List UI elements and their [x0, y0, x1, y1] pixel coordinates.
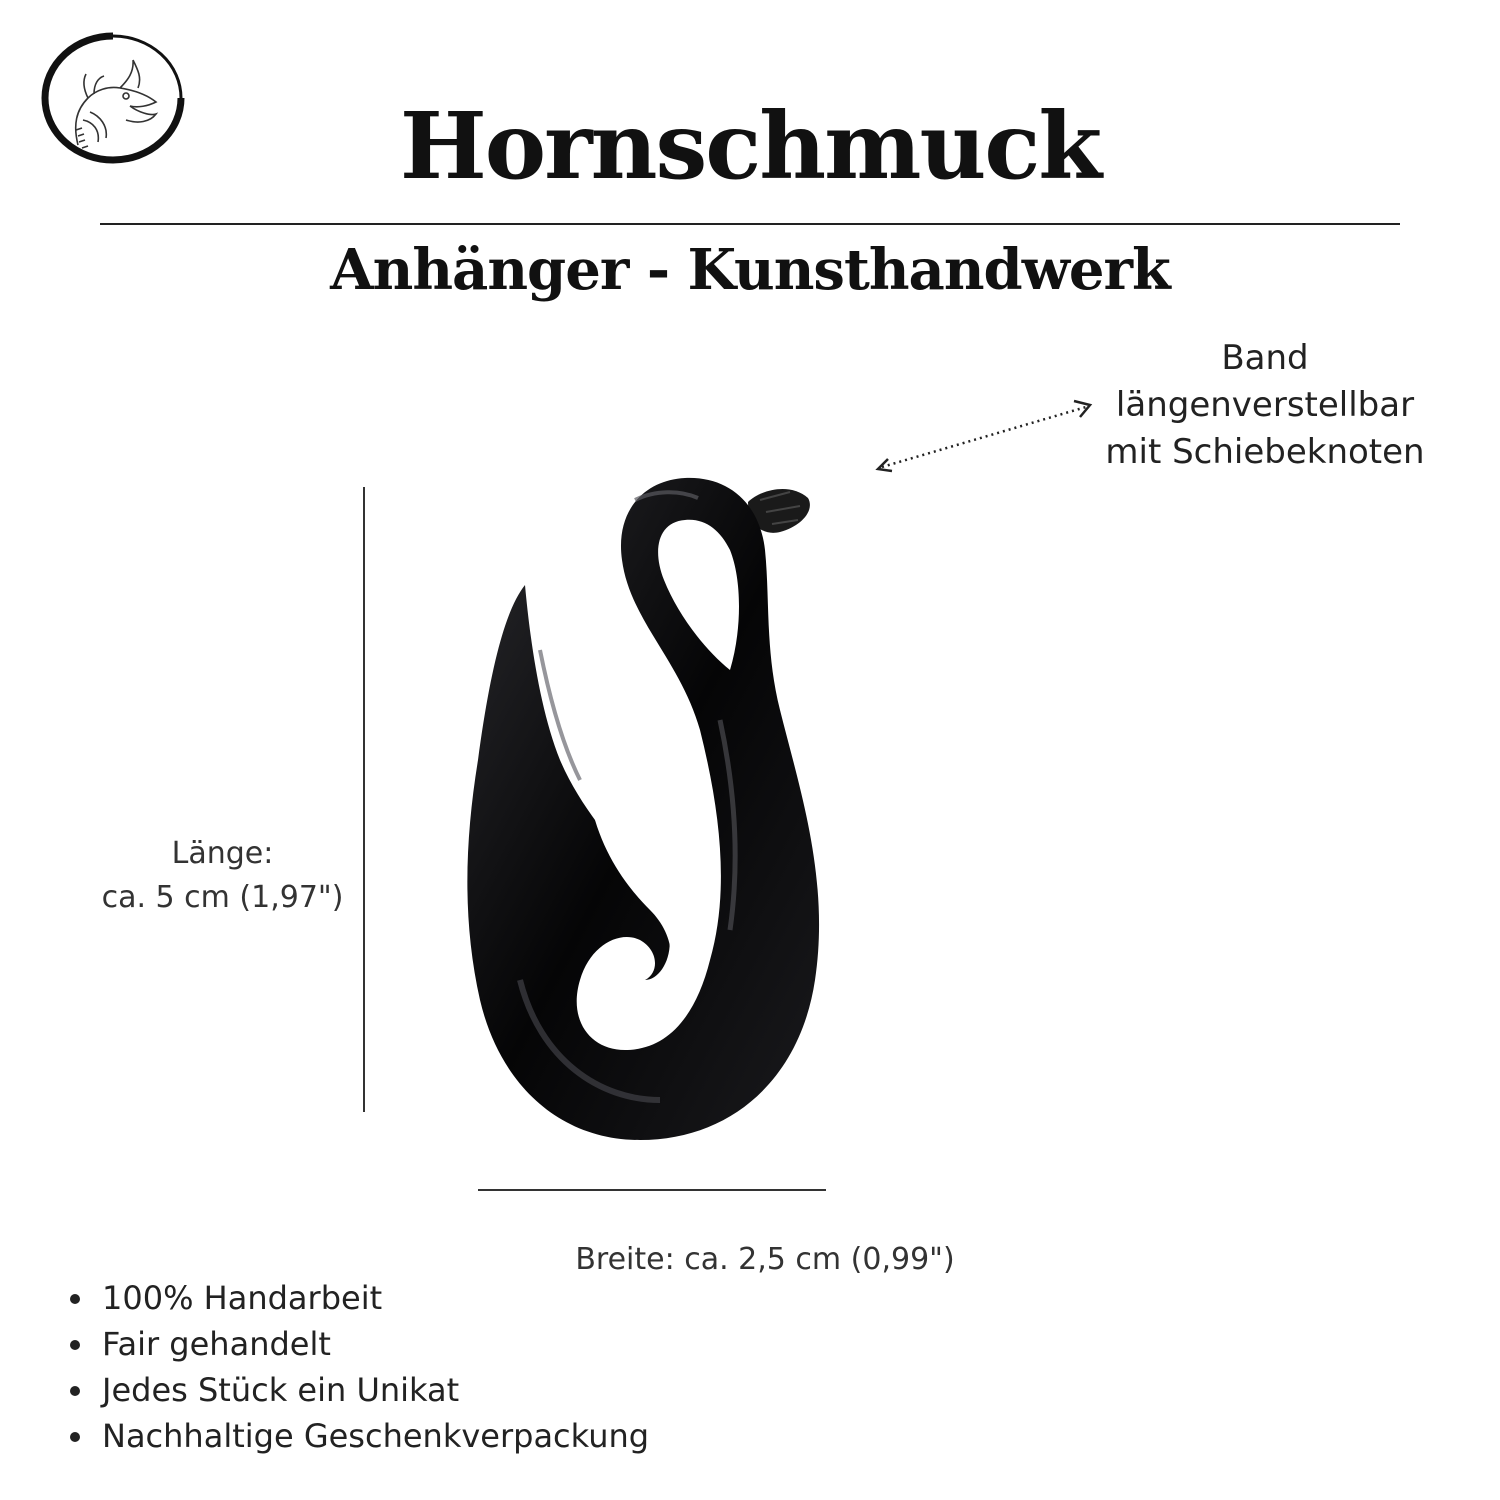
band-note [1085, 335, 1445, 476]
bullet-icon [70, 1294, 80, 1304]
feature-item [70, 1275, 649, 1321]
bullet-icon [70, 1340, 80, 1350]
length-label [80, 832, 365, 920]
title-divider [100, 223, 1400, 225]
double-arrow-icon [860, 385, 1120, 495]
width-label: Breite: ca. 2,5 cm (0,99") [575, 1242, 955, 1277]
band-note-line: mit Schiebeknoten [1105, 432, 1425, 472]
bullet-icon [70, 1386, 80, 1396]
bullet-icon [70, 1432, 80, 1442]
horn-pendant-image [430, 460, 850, 1180]
length-label-line: ca. 5 cm (1,97") [101, 880, 344, 915]
page-title: Hornschmuck [399, 92, 1101, 200]
feature-text: Jedes Stück ein Unikat [102, 1371, 460, 1409]
feature-text: 100% Handarbeit [102, 1279, 383, 1317]
page-subtitle: Anhänger - Kunsthandwerk [330, 237, 1170, 303]
feature-text: Nachhaltige Geschenkverpackung [102, 1417, 650, 1455]
width-dimension-line [478, 1189, 826, 1191]
feature-item [70, 1413, 649, 1459]
band-note-line: Band [1221, 338, 1309, 378]
feature-text: Fair gehandelt [102, 1325, 331, 1363]
feature-item [70, 1367, 649, 1413]
feature-list [70, 1275, 649, 1459]
length-dimension-line [363, 487, 365, 1112]
feature-item [70, 1321, 649, 1367]
length-label-line: Länge: [171, 836, 274, 871]
band-note-line: längenverstellbar [1115, 385, 1415, 425]
